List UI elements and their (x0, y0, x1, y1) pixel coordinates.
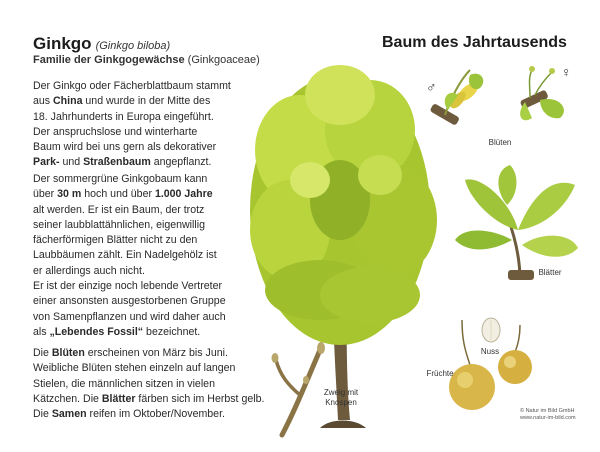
text-run: über (33, 188, 58, 201)
text-run: und wurde in der Mitte des (82, 95, 211, 108)
text-run: Der sommergrüne Ginkgobaum kann (33, 173, 208, 185)
text-run: Kätzchen. Die (33, 392, 102, 405)
text-run: Blätter (101, 392, 136, 405)
text-run: Straßenbaum (83, 156, 151, 169)
family-label: Familie der Ginkgogewächse (33, 54, 185, 66)
text-run: Park- (33, 156, 60, 169)
copyright-line2: www.natur-im-bild.com (520, 415, 576, 421)
text-run: China (53, 95, 83, 108)
text-run: Baum wird bei uns gern als dekorativer (33, 141, 217, 154)
text-run: und (59, 156, 84, 169)
text-run: Stielen, die männlichen sitzen in vielen (33, 377, 215, 390)
family-latin: (Ginkgoaceae) (187, 54, 260, 66)
twig-label-line2: Knospen (325, 398, 357, 407)
flowers-illustration (430, 66, 564, 126)
text-run: alt werden. Er ist ein Baum, der trotz (33, 203, 205, 216)
text-run: Weibliche Blüten stehen einzeln auf langen (33, 362, 236, 375)
text-run: angepflanzt. (150, 156, 212, 169)
text-run: er allerdings auch nicht. (33, 264, 145, 277)
text-run: Er ist der einzige noch lebende Vertreter (33, 280, 223, 293)
text-run: Die (33, 408, 52, 421)
text-run: Die (33, 347, 52, 359)
text-run: bezeichnet. (143, 325, 201, 338)
text-run: reifen im Oktober/November. (86, 408, 225, 421)
leaves-illustration (455, 165, 578, 280)
text-run: einer ansonsten ausgestorbenen Gruppe (33, 295, 226, 308)
text-run: Der Ginkgo oder Fächerblattbaum stammt (33, 80, 231, 92)
text-run: als (33, 325, 50, 338)
text-run: 30 m (57, 188, 82, 201)
text-run: Blüten (51, 347, 85, 359)
text-run: Samen (51, 408, 87, 421)
text-run: von Samenpflanzen und wird daher auch (33, 310, 226, 323)
text-run: hoch und über (81, 188, 155, 201)
text-run: Der anspruchslose und winterharte (33, 125, 198, 138)
headline: Baum des Jahrtausends (382, 34, 567, 51)
text-run: erscheinen von März bis Juni. (84, 347, 228, 359)
ginkgo-tree-illustration (250, 65, 437, 428)
text-run: fächerförmigen Blätter nicht zu den (33, 234, 198, 247)
twig-illustration (272, 342, 326, 435)
nut-illustration (482, 318, 500, 342)
text-run: „Lebendes Fossil“ (49, 325, 144, 338)
common-name: Ginkgo (33, 34, 92, 53)
nut-label: Nuss (480, 347, 500, 356)
male-symbol: ♂ (426, 79, 437, 95)
latin-name: (Ginkgo biloba) (95, 40, 171, 52)
text-run: aus (33, 95, 54, 108)
text-run: 18. Jahrhunderts in Europa eingeführt. (33, 110, 214, 123)
copyright-line1: © Natur im Bild GmbH (520, 408, 575, 414)
text-run: Laubbäumen zählt. Ein Nadelgehölz ist (33, 249, 217, 262)
copyright (520, 408, 576, 422)
twig-label-line1: Zweig mit (323, 388, 359, 397)
leaves-label: Blätter (538, 268, 562, 277)
text-run: 1.000 Jahre (154, 188, 213, 201)
twig-label (318, 388, 364, 408)
text-run: seiner laubblattähnlichen, eigenwillig (33, 218, 205, 231)
fruits-label: Früchte (426, 369, 454, 378)
female-symbol: ♀ (561, 64, 572, 80)
flowers-label: Blüten (488, 138, 512, 147)
text-run: färben sich im Herbst gelb. (135, 392, 265, 405)
